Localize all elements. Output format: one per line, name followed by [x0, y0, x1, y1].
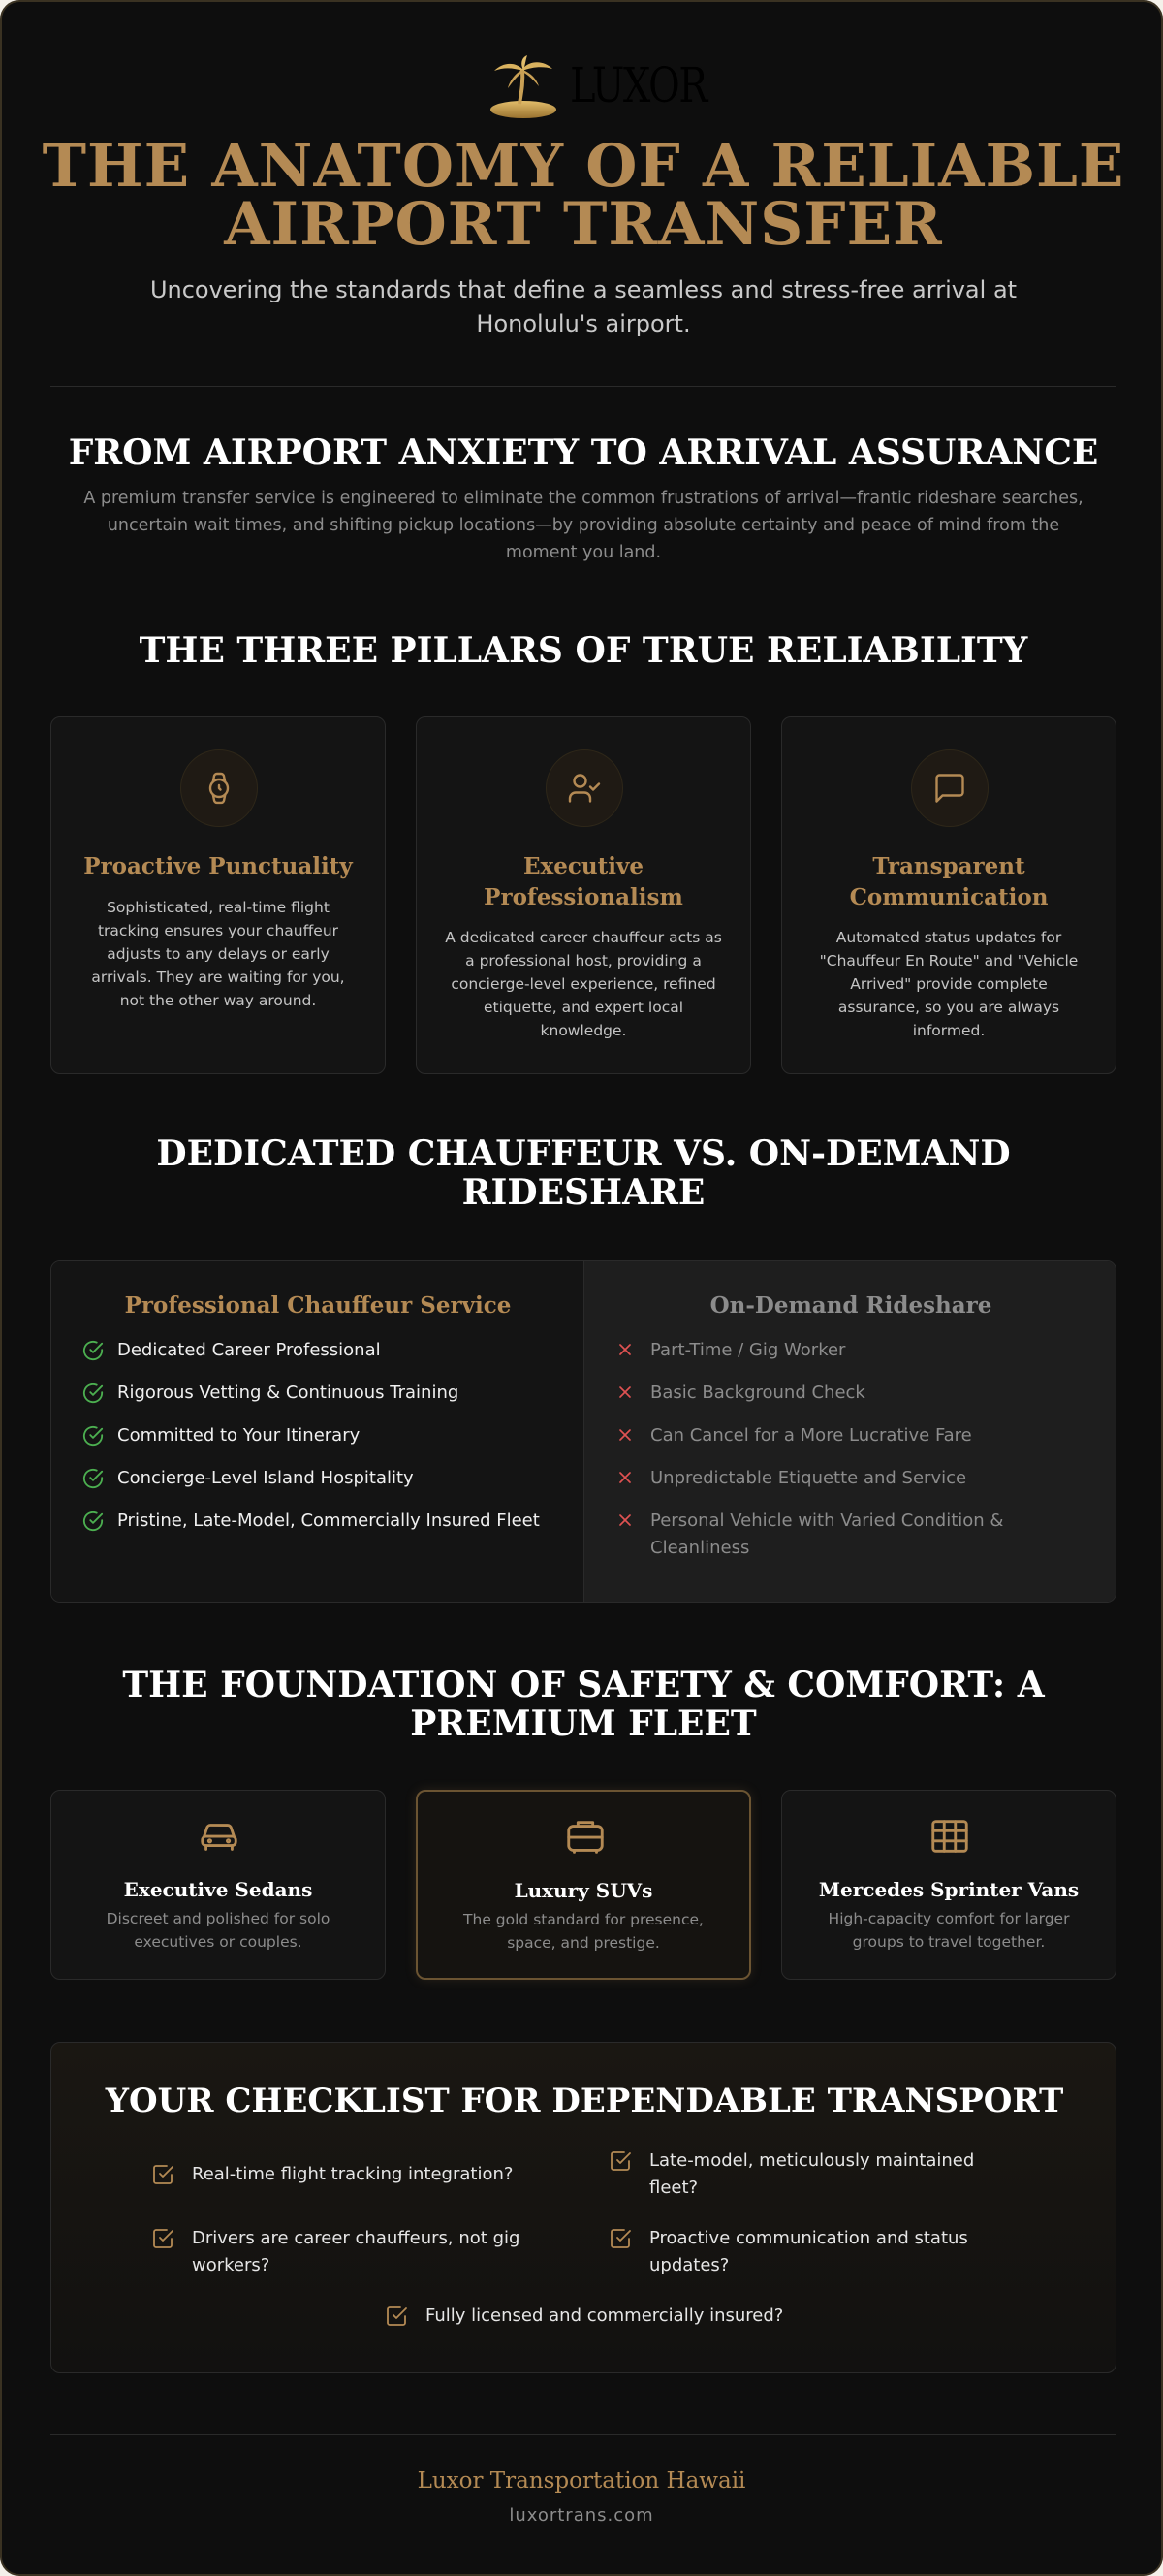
rideshare-column [584, 1261, 1116, 1603]
x-icon [615, 1511, 635, 1530]
fleet-card-vans [781, 1790, 1116, 1980]
fleet-heading: THE FOUNDATION OF SAFETY & COMFORT: A PREMIUM FLEET [122, 1665, 1045, 1744]
check-circle-icon [82, 1511, 104, 1532]
feature-text: Pristine, Late-Model, Commercially Insured Fleet [117, 1511, 540, 1531]
comparison-table [50, 1260, 1116, 1603]
fleet-title: Mercedes Sprinter Vans [818, 1878, 1080, 1901]
checklist-heading: YOUR CHECKLIST FOR DEPENDABLE TRANSPORT [105, 2082, 1064, 2120]
chauffeur-feature [117, 1380, 563, 1407]
feature-text: Rigorous Vetting & Continuous Training [117, 1383, 459, 1403]
checklist-item-text: Late-model, meticulously maintained fleet? [649, 2150, 975, 2198]
checklist-item [425, 2303, 833, 2330]
pillar-card-punctuality [50, 716, 386, 1074]
x-icon [615, 1383, 635, 1402]
rideshare-feature [650, 1508, 1096, 1562]
feature-text: Concierge-Level Island Hospitality [117, 1468, 414, 1488]
feature-text: Dedicated Career Professional [117, 1340, 381, 1360]
fleet-title: Luxury SUVs [514, 1879, 653, 1902]
intro-text: A premium transfer service is engineered to eliminate the common frustrations of arrival—frantic rideshare searches, uncertain wait times, and shifting pickup locations—by providing absolute certainty and peace of mind from the moment you land. [83, 489, 1084, 562]
checklist-item [649, 2225, 1018, 2279]
rideshare-feature [650, 1337, 1096, 1364]
pillar-description: A dedicated career chauffeur acts as a professional host, providing a concierge-level experience, refined etiquette, and expert local knowledge. [445, 929, 722, 1039]
pillar-card-communication [781, 716, 1116, 1074]
comparison-heading: DEDICATED CHAUFFEUR VS. ON-DEMAND RIDESHARE [156, 1133, 1011, 1213]
header-divider [50, 386, 1116, 387]
checklist-item-text: Proactive communication and status updates? [649, 2228, 968, 2275]
watch-icon [202, 771, 236, 806]
title-line-2: AIRPORT TRANSFER [224, 190, 943, 259]
chauffeur-feature [117, 1422, 563, 1449]
fleet-title: Executive Sedans [123, 1878, 313, 1901]
x-icon [615, 1340, 635, 1359]
checklist-item [192, 2161, 541, 2188]
fleet-description: Discreet and polished for solo executives or couples. [106, 1910, 330, 1951]
checkbox-checked-icon [609, 2227, 632, 2250]
pillar-title: Proactive Punctuality [83, 853, 353, 879]
checklist-item [192, 2225, 541, 2279]
check-circle-icon [82, 1425, 104, 1447]
message-square-icon [932, 771, 967, 806]
pillar-title: Executive Professionalism [484, 853, 683, 910]
page-title [21, 132, 1146, 259]
x-icon [615, 1425, 635, 1445]
checkbox-checked-icon [151, 2227, 174, 2250]
pillar-description: Sophisticated, real-time flight tracking ensures your chauffeur adjusts to any delays or early arrivals. They are waiting for you, not the other way around. [91, 899, 345, 1009]
checklist-panel [50, 2042, 1116, 2373]
chauffeur-feature [117, 1508, 563, 1535]
checkbox-checked-icon [609, 2149, 632, 2173]
chauffeur-feature [117, 1337, 563, 1364]
rideshare-feature [650, 1422, 1096, 1449]
x-icon [615, 1468, 635, 1487]
rideshare-feature [650, 1380, 1096, 1407]
feature-text: Personal Vehicle with Varied Condition & Cleanliness [650, 1511, 1004, 1558]
title-line-1: THE ANATOMY OF A RELIABLE [42, 132, 1125, 201]
footer-url[interactable]: luxortrans.com [509, 2505, 654, 2526]
chauffeur-column [51, 1261, 584, 1603]
pillar-title: Transparent Communication [849, 853, 1049, 910]
checklist-item-text: Real-time flight tracking integration? [192, 2164, 514, 2184]
checklist-item-text: Fully licensed and commercially insured? [425, 2306, 784, 2326]
intro-heading: FROM AIRPORT ANXIETY TO ARRIVAL ASSURANCE [68, 432, 1099, 473]
rideshare-feature [650, 1465, 1096, 1492]
grid-table-icon [927, 1814, 972, 1859]
fleet-card-sedans [50, 1790, 386, 1980]
check-circle-icon [82, 1340, 104, 1361]
checklist-item-text: Drivers are career chauffeurs, not gig workers? [192, 2228, 520, 2275]
pillar-card-professionalism [416, 716, 751, 1074]
feature-text: Unpredictable Etiquette and Service [650, 1468, 967, 1488]
car-front-icon [197, 1814, 241, 1859]
fleet-description: The gold standard for presence, space, and prestige. [463, 1911, 704, 1952]
footer-divider [50, 2434, 1116, 2435]
feature-text: Basic Background Check [650, 1383, 865, 1403]
page-subtitle: Uncovering the standards that define a seamless and stress-free arrival at Honolulu's airport. [149, 276, 1018, 337]
brand-logo [487, 55, 707, 123]
rideshare-column-title: On-Demand Rideshare [709, 1292, 992, 1319]
checklist-item [649, 2147, 1018, 2202]
feature-text: Can Cancel for a More Lucrative Fare [650, 1425, 972, 1446]
footer-company: Luxor Transportation Hawaii [417, 2468, 746, 2494]
chauffeur-feature [117, 1465, 563, 1492]
logo-text: LUXOR [570, 57, 707, 113]
check-circle-icon [82, 1468, 104, 1489]
checkbox-checked-icon [385, 2305, 408, 2328]
palm-island-icon [487, 55, 564, 123]
checkbox-checked-icon [151, 2163, 174, 2186]
sofa-icon [563, 1815, 608, 1860]
fleet-description: High-capacity comfort for larger groups to travel together. [828, 1910, 1070, 1951]
feature-text: Part-Time / Gig Worker [650, 1340, 846, 1360]
check-circle-icon [82, 1383, 104, 1404]
pillars-heading: THE THREE PILLARS OF TRUE RELIABILITY [139, 630, 1028, 671]
user-check-icon [567, 771, 602, 806]
pillar-description: Automated status updates for "Chauffeur En Route" and "Vehicle Arrived" provide complete assurance, so you are always informed. [819, 929, 1079, 1039]
feature-text: Committed to Your Itinerary [117, 1425, 361, 1446]
chauffeur-column-title: Professional Chauffeur Service [124, 1292, 512, 1319]
fleet-card-suvs [416, 1790, 751, 1980]
